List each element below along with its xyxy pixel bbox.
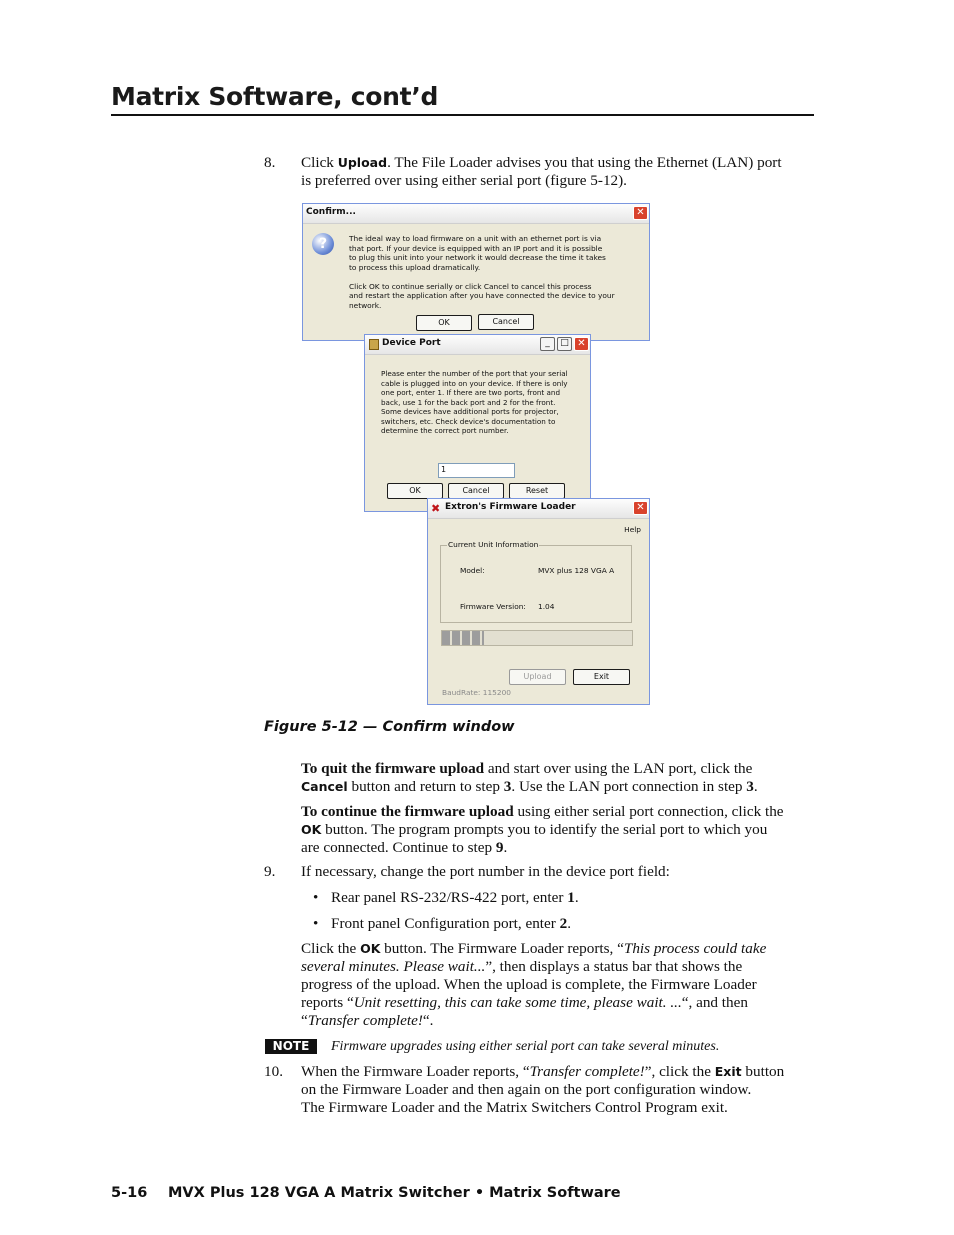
bullet-2: Front panel Configuration port, enter 2. — [331, 915, 571, 932]
device-port-titlebar — [365, 335, 590, 355]
confirm-dialog — [302, 203, 650, 341]
note-badge: NOTE — [265, 1039, 317, 1054]
header-rule — [111, 114, 814, 116]
confirm-title: Confirm... — [306, 207, 356, 217]
page-number: 5-16 — [111, 1185, 148, 1201]
figure-caption: Figure 5-12 — Confirm window — [264, 719, 515, 735]
extron-logo-icon: ✖ — [431, 502, 441, 515]
firmware-loader-title: Extron's Firmware Loader — [445, 502, 576, 512]
step-10-text: When the Firmware Loader reports, “Transfer complete!”, click the Exit button on the Firmware Loader and then again on the port configuration window. The Firmware Loader and the Matrix Switchers Control Program exit. — [301, 1063, 785, 1116]
bullet-1: Rear panel RS-232/RS-422 port, enter 1. — [331, 889, 579, 906]
app-icon — [369, 339, 379, 350]
note-text: Firmware upgrades using either serial port can take several minutes. — [331, 1039, 720, 1054]
upload-button-ref: Upload — [337, 155, 388, 170]
exit-button[interactable]: Exit — [573, 669, 630, 685]
page-title: Matrix Software, cont’d — [111, 82, 439, 111]
confirm-titlebar — [303, 204, 649, 224]
device-port-dialog — [364, 334, 591, 512]
help-menu[interactable]: Help — [624, 525, 641, 534]
upload-progress-bar — [441, 630, 633, 646]
confirm-message: The ideal way to load firmware on a unit with an ethernet port is via that port. If your device is equipped with an IP port and it is possible to plug this unit into your network it would decrease the time it takes to process this upload dramatically. Click OK to continue serially or click Cancel to cancel this process and restart the application after you have connected the device to your network. — [349, 234, 615, 310]
bullet-1-marker: • — [313, 889, 319, 906]
bullet-2-marker: • — [313, 915, 319, 932]
device-port-message: Please enter the number of the port that your serial cable is plugged into on your device. If there is only one port, enter 1. If there are two ports, front and back, use 1 for the back port and 2 for the front. Some devices have additional ports for projector, switchers, etc. Check device's documentation to determine the correct port number. — [381, 369, 568, 435]
step-9-number: 9. — [264, 863, 276, 880]
firmware-version-value: 1.04 — [538, 602, 555, 611]
continue-paragraph: To continue the firmware upload using either serial port connection, click the OK button. The program prompts you to identify the serial port to which you are connected. Continue to step 9. — [301, 803, 784, 856]
footer-title: MVX Plus 128 VGA A Matrix Switcher • Matrix Software — [168, 1185, 621, 1201]
device-port-title: Device Port — [382, 338, 441, 348]
step-9-text: If necessary, change the port number in the device port field: — [301, 863, 670, 880]
close-icon[interactable]: ✕ — [574, 337, 589, 351]
firmware-loader-titlebar — [428, 499, 649, 519]
maximize-icon[interactable]: □ — [557, 337, 572, 351]
minimize-icon[interactable]: _ — [540, 337, 555, 351]
ok-button[interactable]: OK — [387, 483, 443, 499]
close-icon[interactable]: ✕ — [633, 501, 648, 515]
cancel-button[interactable]: Cancel — [478, 314, 534, 330]
quit-paragraph: To quit the firmware upload and start over using the LAN port, click the Cancel button and return to step 3. Use the LAN port connection in step 3. — [301, 760, 758, 795]
reset-button[interactable]: Reset — [509, 483, 565, 499]
upload-progress-fill — [442, 631, 484, 645]
cancel-button[interactable]: Cancel — [448, 483, 504, 499]
firmware-version-label: Firmware Version: — [460, 602, 526, 611]
model-label: Model: — [460, 566, 485, 575]
close-icon[interactable]: ✕ — [633, 206, 648, 220]
step-9-result-paragraph: Click the OK button. The Firmware Loader reports, “This process could take several minutes. Please wait...”, then displays a status bar that shows the progress of the upload. When the upload is complete, the Firmware Loader reports “Unit resetting, this can take some time, please wait. ...“, and then “Transfer complete!“. — [301, 940, 767, 1029]
firmware-loader-dialog — [427, 498, 650, 705]
step-8-number: 8. — [264, 154, 276, 171]
step-8-text: Click Upload. The File Loader advises you that using the Ethernet (LAN) port is preferred over using either serial port (figure 5-12). — [301, 154, 782, 189]
upload-button[interactable]: Upload — [509, 669, 566, 685]
unit-info-group-label: Current Unit Information — [448, 540, 539, 549]
unit-info-group — [440, 540, 632, 623]
step-10-number: 10. — [264, 1063, 283, 1080]
baud-rate-status: BaudRate: 115200 — [442, 688, 511, 697]
port-number-input[interactable]: 1 — [438, 463, 515, 478]
ok-button[interactable]: OK — [416, 315, 472, 331]
question-icon: ? — [312, 233, 334, 255]
model-value: MVX plus 128 VGA A — [538, 566, 615, 575]
